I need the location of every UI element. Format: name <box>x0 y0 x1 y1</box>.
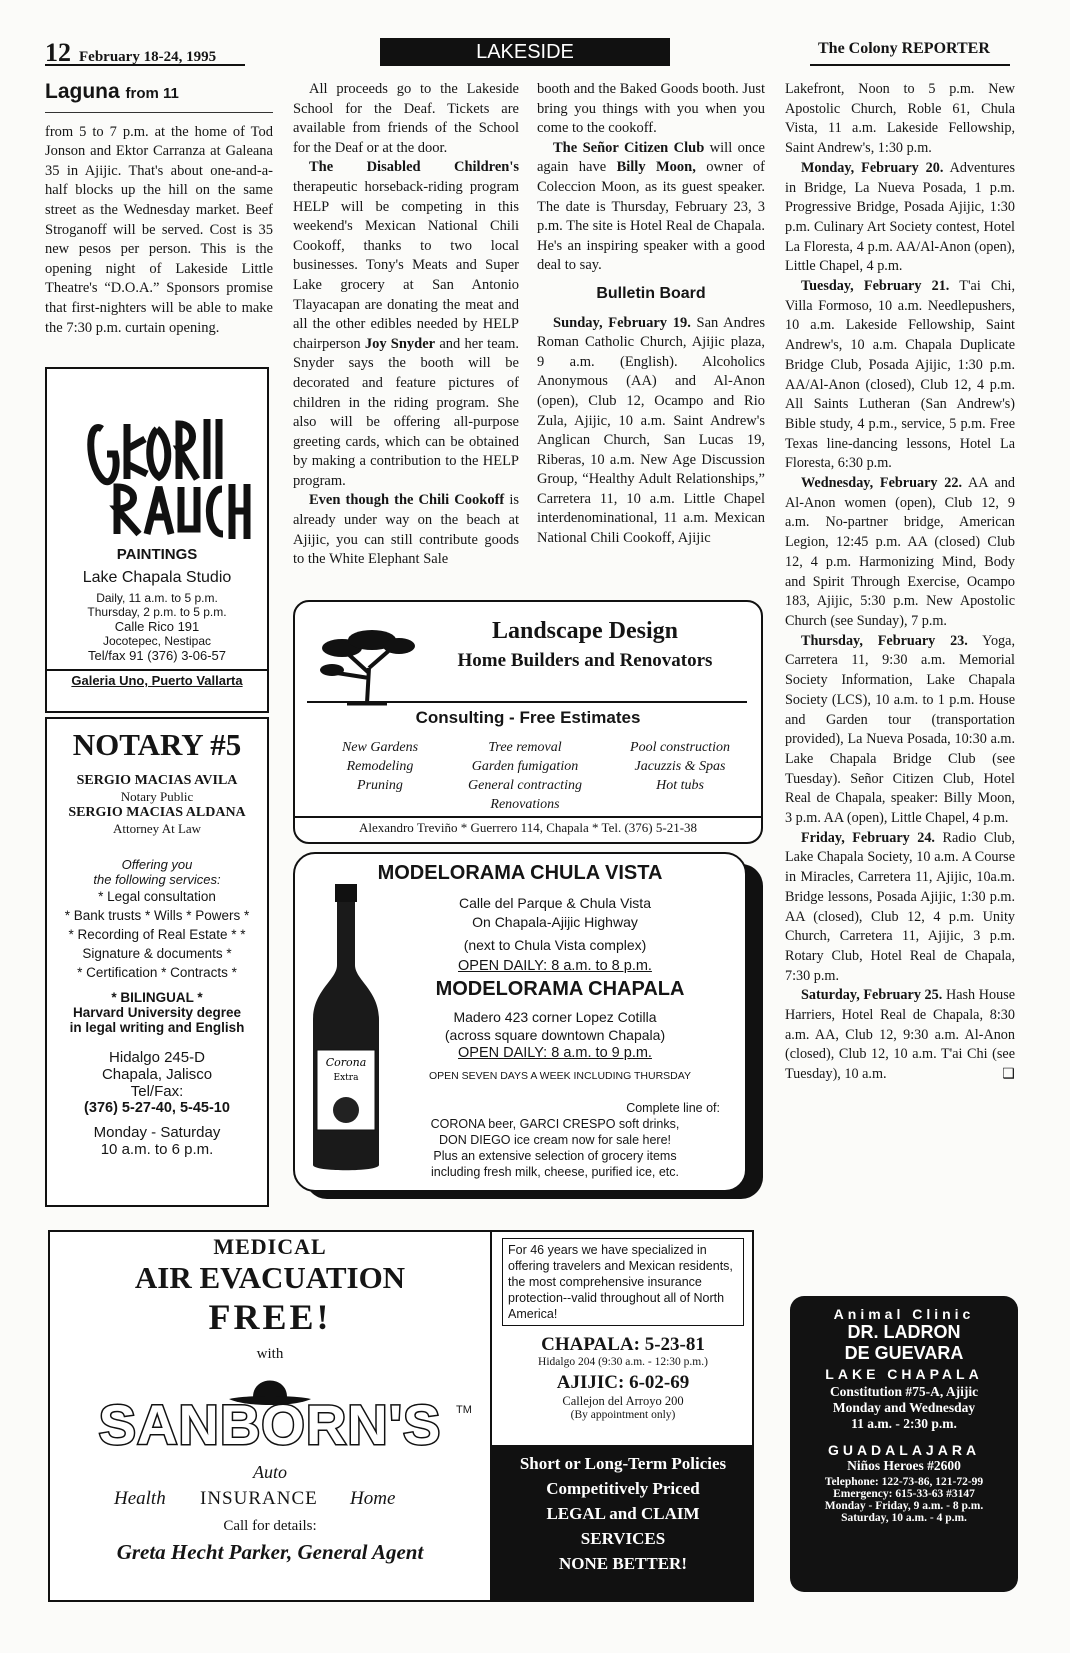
landscape-services-col3 <box>605 738 755 795</box>
product-line: CORONA beer, GARCI CRESPO soft drinks, <box>430 1117 680 1131</box>
address-line: Calle del Parque & Chula Vista <box>459 895 651 911</box>
sanborns-policies-panel <box>492 1445 754 1600</box>
rauch-signature-logo <box>47 369 267 544</box>
clinic-label: Animal Clinic <box>833 1306 975 1322</box>
sanborns-promo-box: For 46 years we have specialized in offering travelers and Mexican residents, the most comprehensive insurance protection--valid throughout all of North America! <box>502 1238 744 1326</box>
service-item: Garden fumigation <box>471 759 579 774</box>
service-item: Remodeling <box>346 759 414 774</box>
laguna-article <box>45 82 273 338</box>
notary-offer2: the following services: <box>93 872 221 887</box>
service-line: Signature & documents * <box>82 946 232 961</box>
hours-line: OPEN DAILY: 8 a.m. to 8 p.m. <box>458 958 652 974</box>
bottle-label-brand: Corona <box>325 1056 367 1069</box>
notary-phones: (376) 5-27-40, 5-45-10 <box>84 1100 230 1116</box>
laguna-body: from 5 to 7 p.m. at the home of Tod Jonson and Ektor Carranza at Galeana 35 in Ajijic. That's about one-and-a-half blocks up the hill on the same street as the Wednesday market. Beef Stroganoff will be served. Cost is 35 new pesos per person. This is the opening night of Lakeside Little Theatre's “D.O.A.” Sponsors promise that first-nighters will be able to make the 7:30 p.m. curtain opening. <box>45 123 273 336</box>
service-line: * Recording of Real Estate * * <box>68 927 246 942</box>
paragraph: All proceeds go to the Lakeside School for the Deaf. Tickets are available from friends of the School for the Deaf or at the door. <box>293 81 519 156</box>
product-line: DON DIEGO ice cream now for sale here! <box>438 1133 672 1147</box>
paper-name: The Colony REPORTER <box>818 40 990 57</box>
sanborns-chapala-address: Hidalgo 204 (9:30 a.m. - 12:30 p.m.) <box>538 1356 708 1368</box>
service-item: Pool construction <box>630 740 730 755</box>
notary-name2: SERGIO MACIAS ALDANA <box>68 805 246 820</box>
column-4-bulletin <box>785 80 1015 1085</box>
sanborns-health: Health <box>114 1488 166 1509</box>
address-line: (next to Chula Vista complex) <box>463 937 647 953</box>
sanborns-ajijic-note: (By appointment only) <box>570 1409 676 1421</box>
notary-degree1: Harvard University degree <box>72 1005 242 1020</box>
service-item: Jacuzzis & Spas <box>634 759 726 774</box>
paragraph: booth and the Baked Goods booth. Just bring you things with you when you come to the cookoff. <box>537 81 765 137</box>
service-item: New Gardens <box>341 740 419 755</box>
clinic-saturday-hours: Saturday, 10 a.m. - 4 p.m. <box>841 1512 967 1524</box>
product-line: Plus an extensive selection of grocery items <box>433 1149 677 1163</box>
end-mark-icon: ❑ <box>1002 1066 1015 1083</box>
headline-rule <box>45 112 273 113</box>
hours-line: OPEN DAILY: 8 a.m. to 9 p.m. <box>458 1045 652 1061</box>
animal-clinic-ad <box>790 1296 1018 1592</box>
service-line: * Legal consultation <box>98 889 216 904</box>
paragraph: The Señor Citizen Club will once again have Billy Moon, owner of Coleccion Moon, as its guest speaker. The date is Thursday, February 23, 3 p.m. The site is Hotel Real de Chapala. He's an inspiring speaker with a good deal to say. <box>537 139 765 274</box>
rauch-hours1: Daily, 11 a.m. to 5 p.m. <box>96 591 218 605</box>
modelorama-chapala-info <box>405 1008 705 1062</box>
service-item: General contracting <box>468 778 582 793</box>
address-line: On Chapala-Ajijic Highway <box>472 914 638 930</box>
clinic-lake-address: Constitution #75-A, Ajijic <box>829 1384 979 1399</box>
landscape-title: Landscape Design <box>491 618 679 644</box>
service-item: Hot tubs <box>656 778 704 793</box>
product-line: Complete line of: <box>626 1101 720 1115</box>
notary-title: NOTARY #5 <box>72 727 242 762</box>
clinic-location-gdl: GUADALAJARA <box>827 1442 981 1458</box>
address-line: (across square downtown Chapala) <box>444 1027 666 1043</box>
product-line: including fresh milk, cheese, purified ice, etc. <box>430 1165 680 1179</box>
clinic-location-lake: LAKE CHAPALA <box>825 1366 983 1382</box>
section-banner: LAKESIDE <box>380 38 670 66</box>
landscape-services-col1 <box>315 738 445 795</box>
service-line: * Certification * Contracts * <box>77 965 237 980</box>
header-rule-right <box>810 64 1010 66</box>
landscape-services-col2 <box>450 738 600 814</box>
notary-telfax-label: Tel/Fax: <box>130 1083 184 1100</box>
notary-bilingual: * BILINGUAL * <box>111 990 203 1005</box>
notary-role2: Attorney At Law <box>112 821 202 836</box>
clinic-emergency: Emergency: 615-33-63 #3147 <box>833 1488 975 1500</box>
bulletin-friday: Friday, February 24. Radio Club, Lake Chapala Society, 10 a.m. A Course in Miracles, Carretera 11, Ajijic, 10a.m. Bridge lessons, Posada Ajijic, 1:30 p.m. AA (closed), Club 12, 4 p.m. Unity Church, Carretera 11, Ajijic, 3 p.m. Rotary Club, Hotel Real de Chapala, 7:30 p.m. <box>785 829 1016 984</box>
modelorama-products <box>390 1100 720 1180</box>
policy-line: NONE BETTER! <box>559 1554 687 1573</box>
sanborns-with: with <box>256 1346 284 1362</box>
clinic-weekday-hours: Monday - Friday, 9 a.m. - 8 p.m. <box>824 1500 984 1512</box>
policy-line: Competitively Priced <box>546 1479 700 1498</box>
sanborns-home: Home <box>350 1488 396 1509</box>
modelorama-title2: MODELORAMA CHAPALA <box>435 978 685 1000</box>
sanborns-ajijic-phone: AJIJIC: 6-02-69 <box>556 1372 690 1393</box>
landscape-footer-rule <box>295 816 761 818</box>
notary-days: Monday - Saturday <box>93 1124 221 1141</box>
landscape-subtitle: Home Builders and Renovators <box>457 650 713 671</box>
service-line: * Bank trusts * Wills * Powers * <box>64 908 250 923</box>
issue-date: February 18-24, 1995 <box>79 49 217 65</box>
notary-role1: Notary Public <box>120 789 194 804</box>
modelorama-title1: MODELORAMA CHULA VISTA <box>377 862 663 884</box>
page-number: 12 <box>45 38 71 67</box>
clinic-gdl-address: Niños Heroes #2600 <box>847 1458 961 1473</box>
notary-hours: 10 a.m. to 6 p.m. <box>100 1141 214 1158</box>
service-item: Tree removal <box>488 740 562 755</box>
sanborns-right-panel <box>490 1232 754 1600</box>
sanborns-medical: MEDICAL <box>213 1234 327 1259</box>
rauch-title: PAINTINGS <box>116 546 198 563</box>
rauch-tel: Tel/fax 91 (376) 3-06-57 <box>87 648 227 663</box>
clinic-lake-hours: 11 a.m. - 2:30 p.m. <box>851 1416 957 1431</box>
rauch-address2: Jocotepec, Nestipac <box>102 634 212 648</box>
header-rule <box>45 64 245 66</box>
policy-line: Short or Long-Term Policies <box>519 1454 727 1473</box>
notary-services <box>47 887 267 982</box>
sanborns-air-evac: AIR EVACUATION <box>134 1260 406 1295</box>
sanborns-ad <box>48 1230 754 1602</box>
sanborns-free: FREE! <box>208 1297 332 1337</box>
sanborns-auto: Auto <box>253 1462 287 1482</box>
sanborns-agent: Greta Hecht Parker, General Agent <box>116 1540 424 1564</box>
tree-icon <box>317 618 417 708</box>
modelorama-ad <box>293 852 747 1192</box>
rauch-studio: Lake Chapala Studio <box>82 569 232 586</box>
notary-ad <box>45 717 269 1207</box>
sanborns-chapala-phone: CHAPALA: 5-23-81 <box>541 1334 705 1355</box>
column-2-article <box>293 80 519 570</box>
notary-addr1: Hidalgo 245-D <box>109 1049 205 1066</box>
sanborns-insurance: INSURANCE <box>200 1488 318 1509</box>
bulletin-saturday: Saturday, February 25. Hash House Harriers, Hotel Real de Chapala, 8:30 a.m. AA, Club 12, 9:30 a.m. Al-Anon (closed), Club 12, 10 a.m. T'ai Chi (see Tuesday), 10 a.m. ❑ <box>785 986 1015 1085</box>
notary-degree2: in legal writing and English <box>69 1020 245 1035</box>
address-line: Madero 423 corner Lopez Cotilla <box>453 1009 657 1025</box>
rauch-footer: Galeria Uno, Puerto Vallarta <box>47 669 267 688</box>
sanborns-left-panel <box>50 1232 490 1600</box>
paragraph: Sunday, February 19. San Andres Roman Catholic Church, Ajijic plaza, 9 a.m. (English). Alcoholics Anonymous (AA) and Al-Anon (open), Club 12, Ocampo and Rio Zula, Ajijic, 10 a.m. Saint Andrew's Anglican Church, San Lucas 19, Riberas, 10 a.m. New Age Discussion Group, “Healthy Adult Relationships,” Carretera 11, 10 a.m. Little Chapel interdenominational, 11 a.m. Mexican National Chili Cookoff, Ajijic <box>537 314 765 547</box>
notary-offer1: Offering you <box>121 857 193 872</box>
modelorama-chula-vista-info <box>405 894 705 976</box>
sanborns-ajijic-address: Callejon del Arroyo 200 <box>562 1394 684 1408</box>
service-item: Pruning <box>357 778 403 793</box>
landscape-consulting: Consulting - Free Estimates <box>415 708 641 727</box>
clinic-doctor-2: DE GUEVARA <box>844 1343 964 1363</box>
rauch-address1: Calle Rico 191 <box>114 619 200 634</box>
rauch-paintings-ad <box>45 367 269 713</box>
bulletin-monday: Monday, February 20. Adventures in Bridge, La Nueva Posada, 1 p.m. Progressive Bridge, Posada Ajijic, 1:30 p.m. Culinary Art Society contest, Hotel La Floresta, 4 p.m. AA/Al-Anon (open), Little Chapel, 4 p.m. <box>785 159 1015 275</box>
laguna-headline: Laguna from 11 <box>45 80 179 103</box>
trademark: TM <box>456 1404 472 1416</box>
bulletin-tuesday: Tuesday, February 21. T'ai Chi, Villa Formoso, 10 a.m. Needlepushers, 10 a.m. Lakeside Fellowship, Saint Andrew's, 10 a.m. Chapala Duplicate Bridge Club, Posada Ajijic, 1:30 p.m. AA/Al-Anon (closed), Club 12, 4 p.m. All Saints Lutheran (San Andrew's) Bible study, 4 p.m., service, 5 p.m. Free Texas line-dancing lessons, Hotel La Floresta, 6:30 p.m. <box>785 278 1015 472</box>
beer-bottle-icon <box>307 880 387 1180</box>
bulletin-wednesday: Wednesday, February 22. AA and Al-Anon women (open), Club 12, 9 a.m. No-partner bridge, American Legion, 12:45 p.m. AA (closed) Club 12, 4 p.m. Harmonizing Mind, Body and Spirit Through Exercise, Ocampo 183, Ajijic, 5:30 p.m. New Apostolic Church (see Sunday), 7 p.m. <box>785 475 1016 629</box>
notary-addr2: Chapala, Jalisco <box>101 1066 213 1083</box>
paragraph: Even though the Chili Cookoff is already under way on the beach at Ajijic, you can still contribute goods to the White Elephant Sale <box>293 492 520 568</box>
paragraph: Lakefront, Noon to 5 p.m. New Apostolic Church, Roble 61, Chula Vista, 11 a.m. Lakeside Fellowship, Saint Andrew's, 1:30 p.m. <box>785 81 1015 157</box>
clinic-lake-days: Monday and Wednesday <box>832 1400 976 1415</box>
policy-line: SERVICES <box>580 1529 666 1548</box>
policy-line: LEGAL and CLAIM <box>546 1504 700 1523</box>
landscape-design-ad <box>293 600 763 844</box>
clinic-doctor-1: DR. LADRON <box>847 1322 961 1342</box>
bottle-label-extra: Extra <box>333 1073 359 1083</box>
sanborns-call: Call for details: <box>223 1518 317 1534</box>
notary-name1: SERGIO MACIAS AVILA <box>76 773 238 788</box>
landscape-rule <box>307 701 747 703</box>
clinic-telephone: Telephone: 122-73-86, 121-72-99 <box>824 1476 984 1488</box>
bulletin-board-heading: Bulletin Board <box>596 284 706 302</box>
modelorama-open-seven-days: OPEN SEVEN DAYS A WEEK INCLUDING THURSDAY <box>429 1070 691 1082</box>
landscape-footer: Alexandro Treviño * Guerrero 114, Chapala * Tel. (376) 5-21-38 <box>358 820 698 835</box>
bulletin-thursday: Thursday, February 23. Yoga, Carretera 11, 9:30 a.m. Memorial Society Information, Lake Chapala Society (LCS), 10 a.m. to 1 p.m. House and Garden tour (transportation provided), La Nueva Posada, 10:30 a.m. Lake Chapala Bridge Club (see Tuesday). Señor Citizen Club, Hotel Real de Chapala, speaker: Billy Moon, 3 p.m. AA (open), Little Chapel, 4 p.m. <box>785 632 1015 827</box>
paragraph: The Disabled Children's therapeutic horseback-riding program HELP will be competing in this weekend's Mexican National Chili Cookoff, thanks to two local businesses. Tony's Meats and Super Lake grocery at San Antonio Tlayacapan are donating the meat and all the other edibles needed by HELP chairperson Joy Snyder and her team. Snyder says the booth will be decorated and feature pictures of children in the riding program. She also will be offering all-purpose greeting cards, which can be obtained by making a contribution to the HELP program. <box>293 159 519 489</box>
sanborns-logo: SANBORN'S <box>98 1393 442 1456</box>
rauch-hours2: Thursday, 2 p.m. to 5 p.m. <box>87 605 227 619</box>
service-item: Renovations <box>490 797 560 812</box>
column-3-article <box>537 80 765 549</box>
